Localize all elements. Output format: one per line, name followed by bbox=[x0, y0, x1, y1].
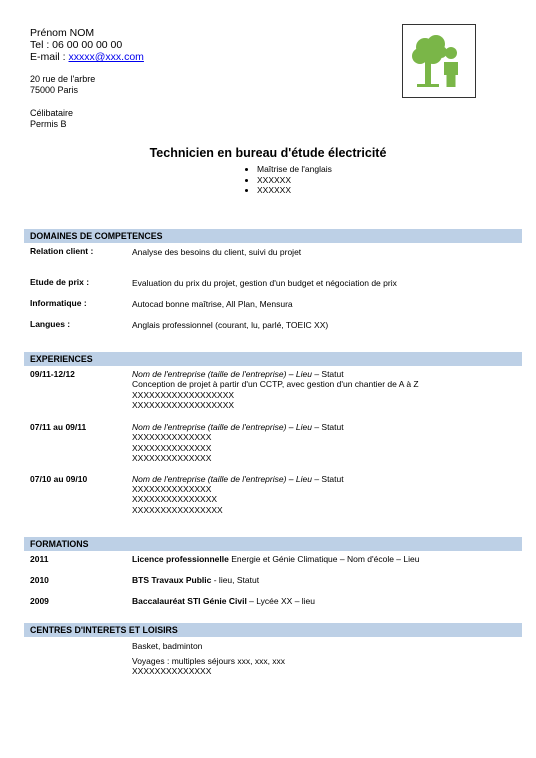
company-name: Nom de l'entreprise (taille de l'entreprise) – Lieu bbox=[132, 369, 312, 379]
experience-line: XXXXXXXXXXXXXX bbox=[132, 443, 212, 453]
formation-degree: BTS Travaux Public bbox=[132, 575, 212, 585]
email-line bbox=[30, 51, 144, 63]
highlight-item: XXXXXX bbox=[243, 185, 332, 196]
competence-value: Autocad bonne maîtrise, All Plan, Mensura bbox=[132, 299, 293, 309]
formation-entry bbox=[132, 575, 259, 586]
company-status: – Statut bbox=[311, 369, 344, 379]
formation-degree: Baccalauréat STI Génie Civil bbox=[132, 596, 247, 606]
competence-label: Relation client : bbox=[30, 246, 94, 256]
formation-entry bbox=[132, 554, 419, 565]
highlight-item: XXXXXX bbox=[243, 175, 332, 186]
company-name: Nom de l'entreprise (taille de l'entreprise) – Lieu bbox=[132, 422, 312, 432]
experience-company bbox=[132, 422, 344, 433]
experience-dates: 07/11 au 09/11 bbox=[30, 422, 87, 432]
loisirs-line: Basket, badminton bbox=[132, 641, 203, 651]
job-title: Technicien en bureau d'étude électricité bbox=[149, 146, 387, 160]
formation-year: 2011 bbox=[30, 554, 49, 564]
formation-details: – Lycée XX – lieu bbox=[246, 596, 316, 606]
formation-degree: Licence professionnelle bbox=[132, 554, 229, 564]
loisirs-line: Voyages : multiples séjours xxx, xxx, xxx bbox=[132, 656, 286, 666]
competence-value: Evaluation du prix du projet, gestion d'un budget et négociation de prix bbox=[132, 278, 397, 288]
loisirs-line: XXXXXXXXXXXXXX bbox=[132, 666, 212, 676]
competence-value: Analyse des besoins du client, suivi du projet bbox=[132, 247, 302, 257]
competence-label: Etude de prix : bbox=[30, 277, 90, 287]
formation-year: 2010 bbox=[30, 575, 49, 585]
experience-line: XXXXXXXXXXXXXXX bbox=[132, 494, 218, 504]
experience-dates: 09/11-12/12 bbox=[30, 369, 75, 379]
logo-frame bbox=[402, 24, 476, 98]
experience-line: XXXXXXXXXXXXXX bbox=[132, 453, 212, 463]
highlight-item: Maîtrise de l'anglais bbox=[243, 164, 332, 175]
phone-number: Tel : 06 00 00 00 00 bbox=[30, 39, 123, 51]
formation-details: - lieu, Statut bbox=[211, 575, 260, 585]
competence-value: Anglais professionnel (courant, lu, parlé, TOEIC XX) bbox=[132, 320, 329, 330]
company-status: – Statut bbox=[311, 422, 344, 432]
competence-label: Langues : bbox=[30, 319, 71, 329]
candidate-name: Prénom NOM bbox=[30, 27, 95, 39]
formation-year: 2009 bbox=[30, 596, 49, 606]
address-line-1: 20 rue de l'arbre bbox=[30, 74, 96, 84]
company-name: Nom de l'entreprise (taille de l'entreprise) – Lieu bbox=[132, 474, 312, 484]
address-line-2: 75000 Paris bbox=[30, 85, 79, 95]
competence-label: Informatique : bbox=[30, 298, 87, 308]
experience-line: XXXXXXXXXXXXXXXXXX bbox=[132, 390, 235, 400]
experience-line: XXXXXXXXXXXXXXXXXX bbox=[132, 400, 235, 410]
driving-license: Permis B bbox=[30, 119, 67, 129]
company-status: – Statut bbox=[311, 474, 344, 484]
section-heading-loisirs: CENTRES D'INTERETS ET LOISIRS bbox=[24, 623, 522, 637]
section-heading-experiences: EXPERIENCES bbox=[24, 352, 522, 366]
email-link[interactable]: xxxxx@xxx.com bbox=[68, 51, 144, 63]
email-label: E-mail : bbox=[30, 51, 69, 63]
experience-company bbox=[132, 474, 344, 485]
experience-line: XXXXXXXXXXXXXX bbox=[132, 484, 212, 494]
section-heading-formations: FORMATIONS bbox=[24, 537, 522, 551]
formation-details: Energie et Génie Climatique – Nom d'école – Lieu bbox=[228, 554, 420, 564]
section-heading-competences: DOMAINES DE COMPETENCES bbox=[24, 229, 522, 243]
experience-company bbox=[132, 369, 344, 380]
highlights-list bbox=[243, 164, 332, 196]
marital-status: Célibataire bbox=[30, 108, 74, 118]
experience-line: XXXXXXXXXXXXXXXX bbox=[132, 505, 223, 515]
formation-entry bbox=[132, 596, 315, 607]
experience-dates: 07/10 au 09/10 bbox=[30, 474, 88, 484]
experience-line: Conception de projet à partir d'un CCTP, avec gestion d'un chantier de A à Z bbox=[132, 379, 419, 389]
tree-and-person-icon bbox=[403, 25, 475, 97]
experience-line: XXXXXXXXXXXXXX bbox=[132, 432, 212, 442]
